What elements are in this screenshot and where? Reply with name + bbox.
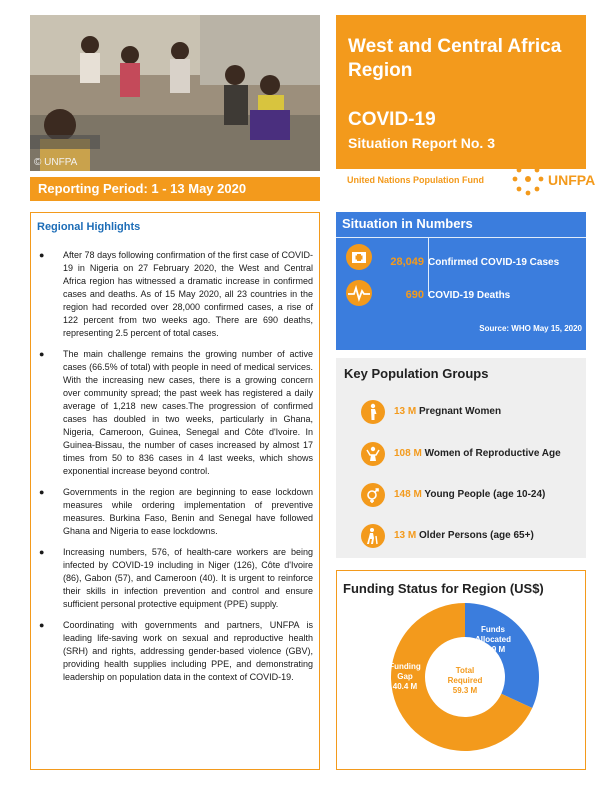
key-population-groups <box>336 358 586 558</box>
funding-gap-label: Funding <box>389 662 421 671</box>
total-required-label: 59.3 M <box>452 686 478 695</box>
reporting-period: Reporting Period: 1 - 13 May 2020 <box>30 177 320 201</box>
highlight-text: Coordinating with governments and partners, UNFPA is leading life-saving work on sexual and reproductive health (SRH) and rights, addressing gender-based violence (GBV), providing health supplies including PPE, and demonstrating leadership on population data in the context of COVID-19. <box>63 620 313 682</box>
pregnant-woman-icon <box>361 400 385 424</box>
bullet-icon: ● <box>39 487 45 497</box>
group-text: 13 M Older Persons (age 65+) <box>394 530 534 541</box>
funds-allocated-label: 18.9 M <box>480 645 506 654</box>
highlight-text: Increasing numbers, 576, of health-care workers are being infected by COVID-19 including in Niger (126), Côte d'Ivoire (86), Gabon (57), and Cameroon (40). It is urgent to reinforce their skills in infection prevention and control and ensure sufficient personal protective equipment (PPE) supply. <box>63 547 313 609</box>
list-item <box>37 348 313 478</box>
keypop-title: Key Population Groups <box>344 366 489 381</box>
highlights-title: Regional Highlights <box>37 221 141 233</box>
total-required-label: Required <box>447 676 483 685</box>
bullet-icon: ● <box>39 547 45 557</box>
list-item <box>37 486 313 538</box>
group-text: 13 M Pregnant Women <box>394 406 502 417</box>
region-title: West and Central Africa Region <box>348 36 562 81</box>
unfpa-dots-icon <box>510 162 546 198</box>
bullet-icon: ● <box>39 250 45 260</box>
funding-title: Funding Status for Region (US$) <box>343 581 544 596</box>
woman-hands-icon <box>361 442 385 466</box>
highlights-list <box>37 249 313 692</box>
funding-gap-label: Gap <box>397 672 413 681</box>
highlight-text: After 78 days following confirmation of the first case of COVID-19 in Nigeria on 27 February 2020, the West and Central Africa region has witnessed a dramatic increase in confirmed cases and deaths. As of 15 May 2020, all 23 countries in the region had recorded over 28,000 confirmed cases, a rise of 122 percent from two weeks ago. There are 690 deaths, representing 2.5 percent of total cases. <box>63 250 313 338</box>
bullet-icon: ● <box>39 620 45 630</box>
group-text: 148 M Young People (age 10-24) <box>394 489 546 500</box>
total-required-label: Total <box>455 666 475 675</box>
funding-status <box>336 570 586 770</box>
source-note: Source: WHO May 15, 2020 <box>479 324 582 333</box>
funds-allocated-label: Allocated <box>474 635 512 644</box>
highlight-text: Governments in the region are beginning to ease lockdown measures while ordering implementation of preventive measures. Burkina Faso, Benin and Senegal have followed Ghana and Nigeria to ease lockdowns. <box>63 487 313 536</box>
deaths-value: 690 <box>405 289 424 301</box>
report-number: Situation Report No. 3 <box>348 135 495 151</box>
cover-photo-illustration <box>30 15 320 171</box>
elderly-person-icon <box>361 524 385 548</box>
list-item <box>37 619 313 684</box>
funding-gap-label: 40.4 M <box>392 682 418 691</box>
regional-highlights <box>30 212 320 770</box>
bullet-icon: ● <box>39 349 45 359</box>
cover-photo <box>30 15 320 171</box>
unfpa-logo <box>510 162 596 198</box>
gender-symbol-icon <box>361 483 385 507</box>
deaths-label: COVID-19 Deaths <box>428 290 511 301</box>
title-banner <box>336 15 586 169</box>
divider <box>336 237 586 238</box>
list-item <box>37 249 313 340</box>
list-item <box>37 546 313 611</box>
highlight-text: The main challenge remains the growing number of active cases (66.5% of total) with people in need of medical services. With the increasing new cases, there is a growing concern over community spread; the past week has registered a daily average of 1,218 new cases.The progression of confirmed cases has doubled in two weeks, particularly in Ghana, Nigeria, Cameroon, Guinea, Senegal and Côte d'Ivoire. In Guinea-Bissau, the number of cases increased by almost 17 times from 50 to 836 cases in 4 last weeks, which shows exponential increase beyond control. <box>63 349 313 476</box>
confirmed-cases-label: Confirmed COVID-19 Cases <box>428 257 560 268</box>
funds-allocated-label: Funds <box>481 625 505 634</box>
confirmed-cases-value: 28,049 <box>390 256 424 268</box>
unfpa-wordmark: UNFPA <box>548 172 596 188</box>
org-name: United Nations Population Fund <box>347 175 484 185</box>
funding-donut-chart <box>385 597 545 757</box>
situation-title: Situation in Numbers <box>342 216 473 231</box>
group-text: 108 M Women of Reproductive Age <box>394 448 561 459</box>
situation-in-numbers <box>336 212 586 350</box>
photo-credit: © UNFPA <box>34 157 78 168</box>
topic-title: COVID-19 <box>348 109 436 130</box>
